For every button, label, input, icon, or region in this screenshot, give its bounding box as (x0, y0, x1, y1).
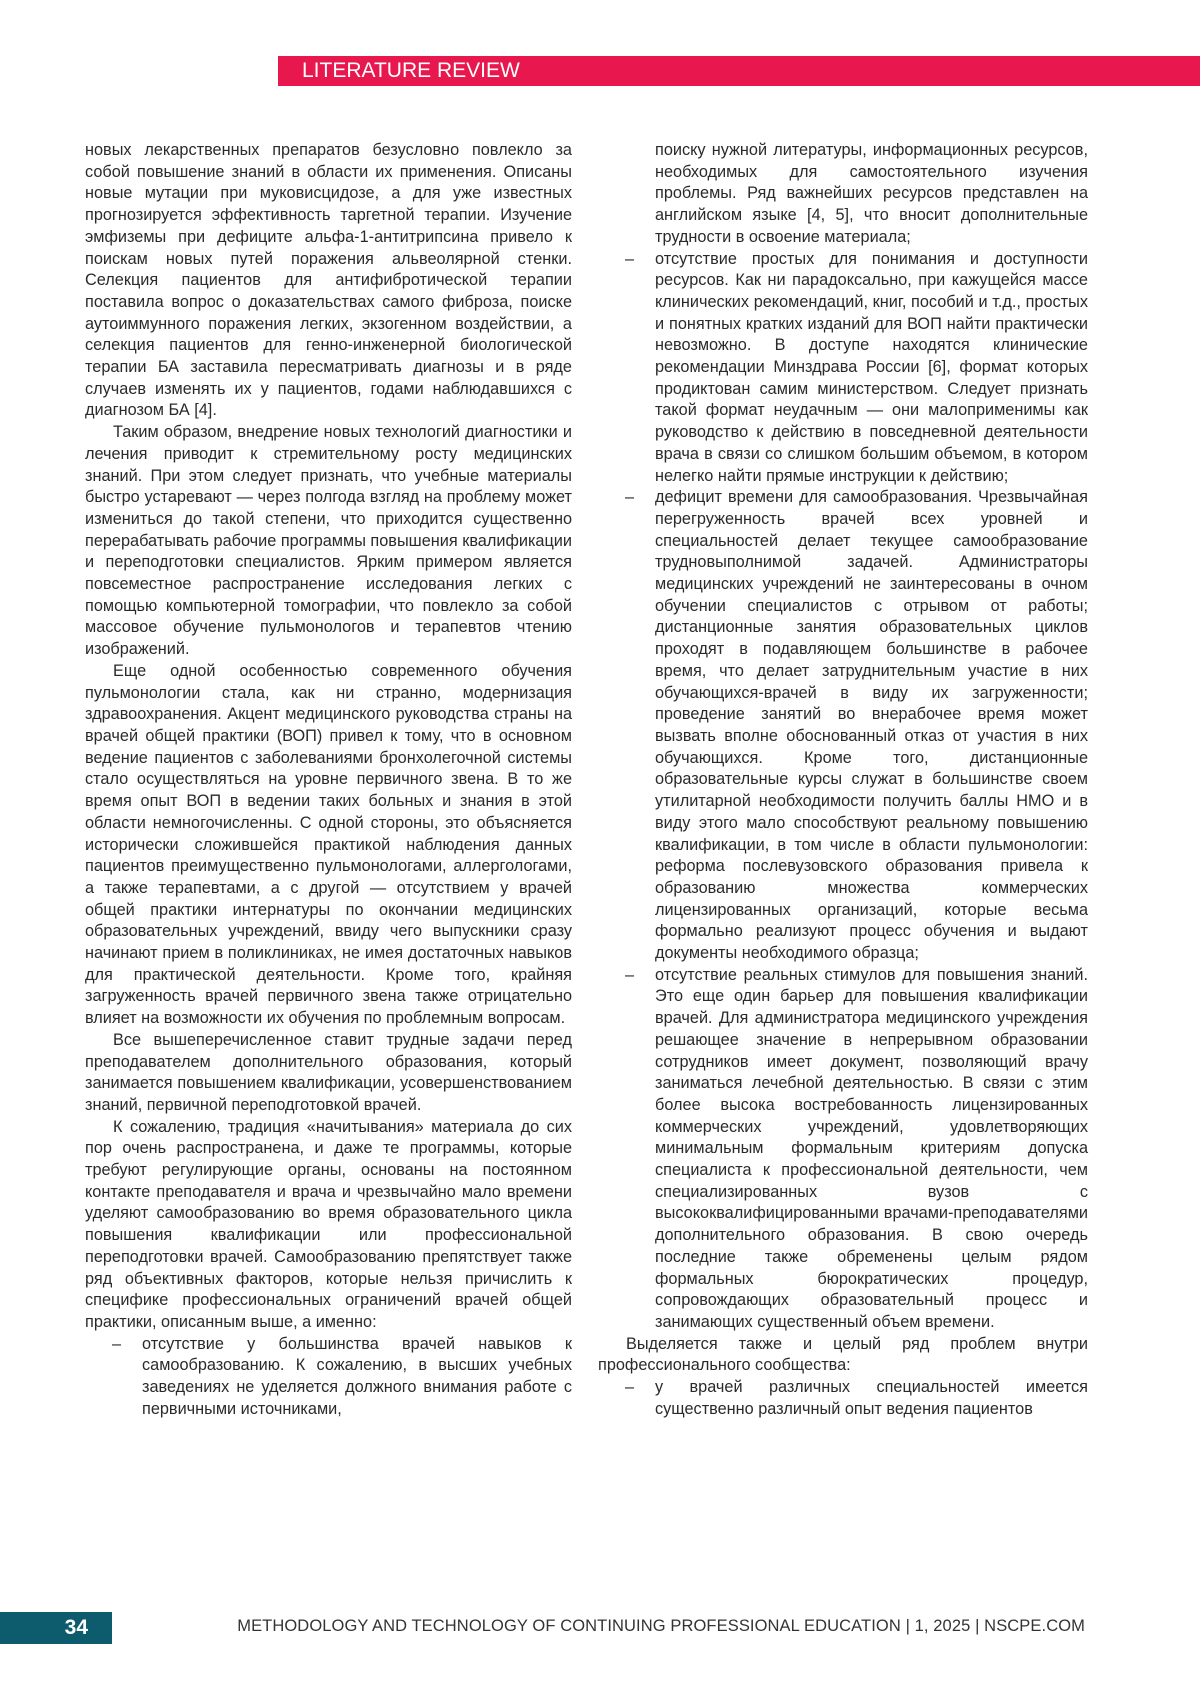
left-column (85, 140, 572, 1420)
list-dash: – (625, 488, 635, 507)
paragraph: новых лекарственных препаратов безусловно повлекло за собой повышение знаний в области их применения. Описаны новые мутации при муковисцидозе, а для уже известных прогнозируется эффективность таргетной терапии. Изучение эмфиземы при дефиците альфа-1-антитрипсина привело к поискам новых путей поражения альвеолярной стенки. Селекция пациентов для антифибротической терапии поставила вопрос о доказательствах самого фиброза, поиске аутоиммунного поражения легких, экзогенном воздействии, а селекция пациентов для генно-инженерной биологической терапии БА заставила пересматривать диагнозы и в ряде случаев изменять их у пациентов, годами наблюдавшихся с диагнозом БА [4]. (85, 141, 572, 420)
paragraph: К сожалению, традиция «начитывания» материала до сих пор очень распространена, и даже те программы, которые требуют регулирующие органы, основаны на постоянном контакте преподавателя и врача и чрезвычайно мало времени уделяют самообразованию во время образовательного цикла повышения квалификации или профессиональной переподготовки врачей. Самообразованию препятствует также ряд объективных факторов, которые нельзя причислить к специфике профессиональных ограничений врачей общей практики, описанным выше, а именно: (85, 1117, 572, 1331)
right-column (598, 140, 1088, 1420)
list-item-text: отсутствие простых для понимания и доступности ресурсов. Как ни парадоксально, при кажущейся массе клинических рекомендаций, книг, пособий и т.д., простых и понятных кратких изданий для ВОП найти практически невозможно. В доступе находятся клинические рекомендации Минздрава России [6], формат которых продиктован самим министерством. Следует признать такой формат неудачным — они малоприменимы как руководство к действию в повседневной деятельности врача в связи со слишком большим объемом, в котором нелегко найти прямые инструкции к действию; (655, 249, 1088, 485)
footer-separator: | (975, 1617, 980, 1635)
list-dash: – (625, 1378, 635, 1397)
journal-title: METHODOLOGY AND TECHNOLOGY OF CONTINUING PROFESSIONAL EDUCATION (237, 1617, 901, 1635)
journal-site: NSCPE.COM (984, 1617, 1085, 1635)
section-label: LITERATURE REVIEW (302, 59, 520, 82)
list-item (598, 487, 1088, 964)
section-header-bar (278, 56, 1200, 86)
list-item-text: дефицит времени для самообразования. Чрезвычайная перегруженность врачей всех уровней и специальностей делает текущее самообразование трудновыполнимой задачей. Администраторы медицинских учреждений не заинтересованы в очном обучении специалистов с отрывом от работы; дистанционные занятия образовательных циклов проходят в подавляющем большинстве в рабочее время, что делает затруднительным участие в них обучающихся-врачей в виду их загруженности; проведение занятий во внерабочее время может вызвать вполне обоснованный отказ от участия в них обучающихся. Кроме того, дистанционные образовательные курсы служат в большинстве своем утилитарной необходимости получить баллы НМО и в виду этого мало способствуют реальному повышению квалификации, в том числе в области пульмонологии: реформа послевузовского образования привела к образованию множества коммерческих лицензированных организаций, которые весьма формально реализуют процесс обучения и выдают документы необходимого образца; (655, 488, 1088, 963)
paragraph: Все вышеперечисленное ставит трудные задачи перед преподавателем дополнительного образования, который занимается повышением квалификации, усовершенствованием знаний, первичной переподготовкой врачей. (85, 1030, 572, 1114)
list-item-text: у врачей различных специальностей имеется существенно различный опыт ведения пациентов (655, 1378, 1088, 1418)
footer-separator: | (905, 1617, 910, 1635)
list-item (85, 1334, 572, 1421)
list-item-text: отсутствие реальных стимулов для повышения знаний. Это еще один барьер для повышения квалификации врачей. Для администратора медицинского учреждения решающее значение в непрерывном образовании сотрудников имеет документ, позволяющий врачу заниматься лечебной деятельностью. В связи с этим более высока востребованность лицензированных коммерческих учреждений, удовлетворяющих минимальным формальным критериям допуска специалиста к профессиональной деятельности, чем специализированных вузов с высококвалифицированными врачами-преподавателями дополнительного образования. В свою очередь последние также обременены целым рядом формальных бюрократических процедур, сопровождающих образовательный процесс и занимающих существенный объем времени. (655, 965, 1088, 1331)
list-dash: – (625, 249, 635, 268)
paragraph: Таким образом, внедрение новых технологий диагностики и лечения приводит к стремительному росту медицинских знаний. При этом следует признать, что учебные материалы быстро устаревают — через полгода взгляд на проблему может измениться до такой степени, что приходится существенно перерабатывать рабочие программы повышения квалификации и переподготовки специалистов. Ярким примером является повсеместное распространение исследования легких с помощью компьютерной томографии, что повлекло за собой массовое обучение пульмонологов и терапевтов чтению изображений. (85, 423, 572, 659)
list-dash: – (112, 1334, 122, 1353)
list-dash: – (625, 965, 635, 984)
journal-footer (237, 1617, 1085, 1636)
page-number-badge (0, 1612, 112, 1644)
list-item-continuation: поиску нужной литературы, информационных ресурсов, необходимых для самостоятельного изучения проблемы. Ряд важнейших ресурсов представлен на английском языке [4, 5], что вносит дополнительные трудности в освоение материала; (655, 141, 1088, 246)
paragraph: Выделяется также и целый ряд проблем внутри профессионального сообщества: (598, 1334, 1088, 1375)
list-item (598, 965, 1088, 1334)
journal-issue: 1, 2025 (914, 1617, 971, 1635)
list-item (598, 249, 1088, 488)
page-number: 34 (64, 1616, 88, 1639)
paragraph: Еще одной особенностью современного обучения пульмонологии стала, как ни странно, модернизация здравоохранения. Акцент медицинского руководства страны на врачей общей практики (ВОП) привел к тому, что в основном ведение пациентов с заболеваниями бронхолегочной системы стало осуществляться на уровне первичного звена. В то же время опыт ВОП в ведении таких больных и знания в этой области немногочисленны. С одной стороны, это объясняется исторически сложившейся практикой наблюдения данных пациентов преимущественно пульмонологами, аллергологами, а также терапевтами, а с другой — отсутствием у врачей общей практики интернатуры по окончании медицинских образовательных учреждений, ввиду чего выпускники сразу начинают прием в поликлиниках, не имея достаточных навыков для практической деятельности. Кроме того, крайняя загруженность врачей первичного звена также отрицательно влияет на возможности их обучения по проблемным вопросам. (85, 661, 572, 1028)
list-item-text: отсутствие у большинства врачей навыков к самообразованию. К сожалению, в высших учебных заведениях не уделяется должного внимания работе с первичными источниками, (142, 1334, 572, 1418)
list-item (598, 1377, 1088, 1420)
